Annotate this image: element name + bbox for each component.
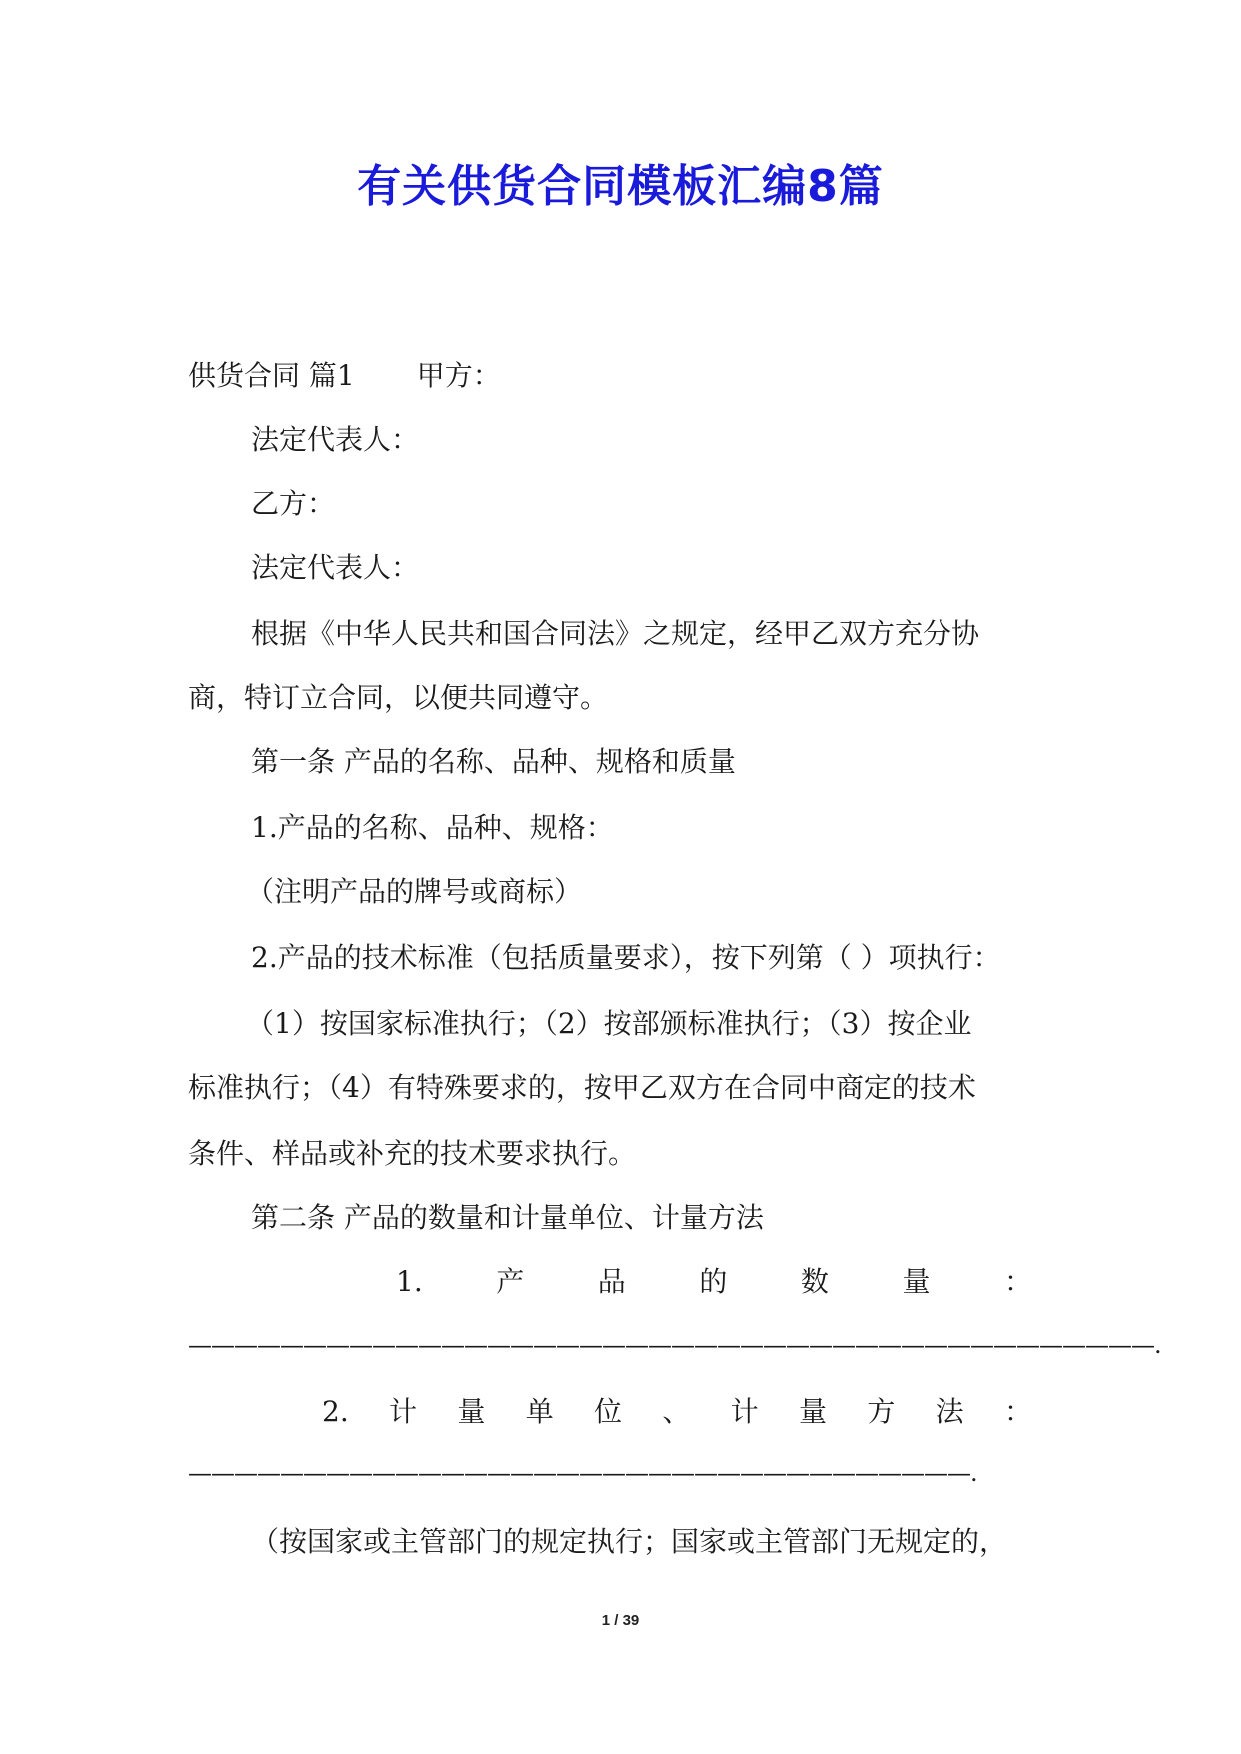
quantity-line — [396, 1262, 1032, 1302]
quantity-char: 的 — [699, 1265, 728, 1298]
quantity-char: 数 — [800, 1265, 829, 1298]
measurement-note: （按国家或主管部门的规定执行；国家或主管部门无规定的， — [251, 1525, 1008, 1558]
unit-char: 方 — [867, 1395, 896, 1428]
unit-char: ： — [1003, 1395, 1032, 1428]
quantity-char: ： — [1003, 1265, 1032, 1298]
unit-line — [322, 1392, 1032, 1432]
quantity-char: 量 — [902, 1265, 931, 1298]
page-number: 1 / 39 — [601, 1612, 640, 1629]
party-a-label: 甲方： — [416, 359, 501, 392]
party-a-representative: 法定代表人： — [251, 423, 420, 456]
unit-char: 2. — [322, 1395, 349, 1428]
article-two-heading: 第二条 产品的数量和计量单位、计量方法 — [251, 1201, 764, 1234]
unit-char: 法 — [935, 1395, 964, 1428]
document-title: 有关供货合同模板汇编8篇 — [357, 161, 884, 212]
unit-char: 计 — [730, 1395, 759, 1428]
clause-1-1-note: （注明产品的牌号或商标） — [246, 875, 583, 908]
clause-1-2-options-line3: 条件、样品或补充的技术要求执行。 — [188, 1137, 637, 1170]
party-b-representative: 法定代表人： — [251, 551, 420, 584]
unit-char: 位 — [594, 1395, 623, 1428]
clause-1-2: 2.产品的技术标准（包括质量要求），按下列第（ ）项执行： — [251, 941, 1001, 974]
unit-char: 量 — [457, 1395, 486, 1428]
unit-char: 、 — [662, 1395, 691, 1428]
unit-char: 单 — [525, 1395, 554, 1428]
paragraph-intro-line1: 根据《中华人民共和国合同法》之规定，经甲乙双方充分协 — [251, 617, 980, 650]
quantity-char: 1. — [396, 1265, 423, 1298]
quantity-char: 品 — [597, 1265, 626, 1298]
paragraph-intro-line2: 商，特订立合同，以便共同遵守。 — [188, 681, 609, 714]
clause-1-1: 1.产品的名称、品种、规格： — [251, 811, 614, 844]
quantity-char: 产 — [496, 1265, 525, 1298]
header-line — [188, 356, 501, 396]
unit-blank: ——————————————————————————————————. — [188, 1459, 977, 1487]
quantity-blank: ——————————————————————————————————————————. — [188, 1331, 1161, 1359]
unit-char: 计 — [389, 1395, 418, 1428]
clause-1-2-options-line1: （1）按国家标准执行；（2）按部颁标准执行；（3）按企业 — [246, 1007, 972, 1040]
party-b-label: 乙方： — [251, 487, 336, 520]
unit-char: 量 — [799, 1395, 828, 1428]
section-heading: 供货合同 篇1 — [188, 359, 355, 392]
clause-1-2-options-line2: 标准执行；（4）有特殊要求的，按甲乙双方在合同中商定的技术 — [188, 1071, 976, 1104]
article-one-heading: 第一条 产品的名称、品种、规格和质量 — [251, 745, 736, 778]
